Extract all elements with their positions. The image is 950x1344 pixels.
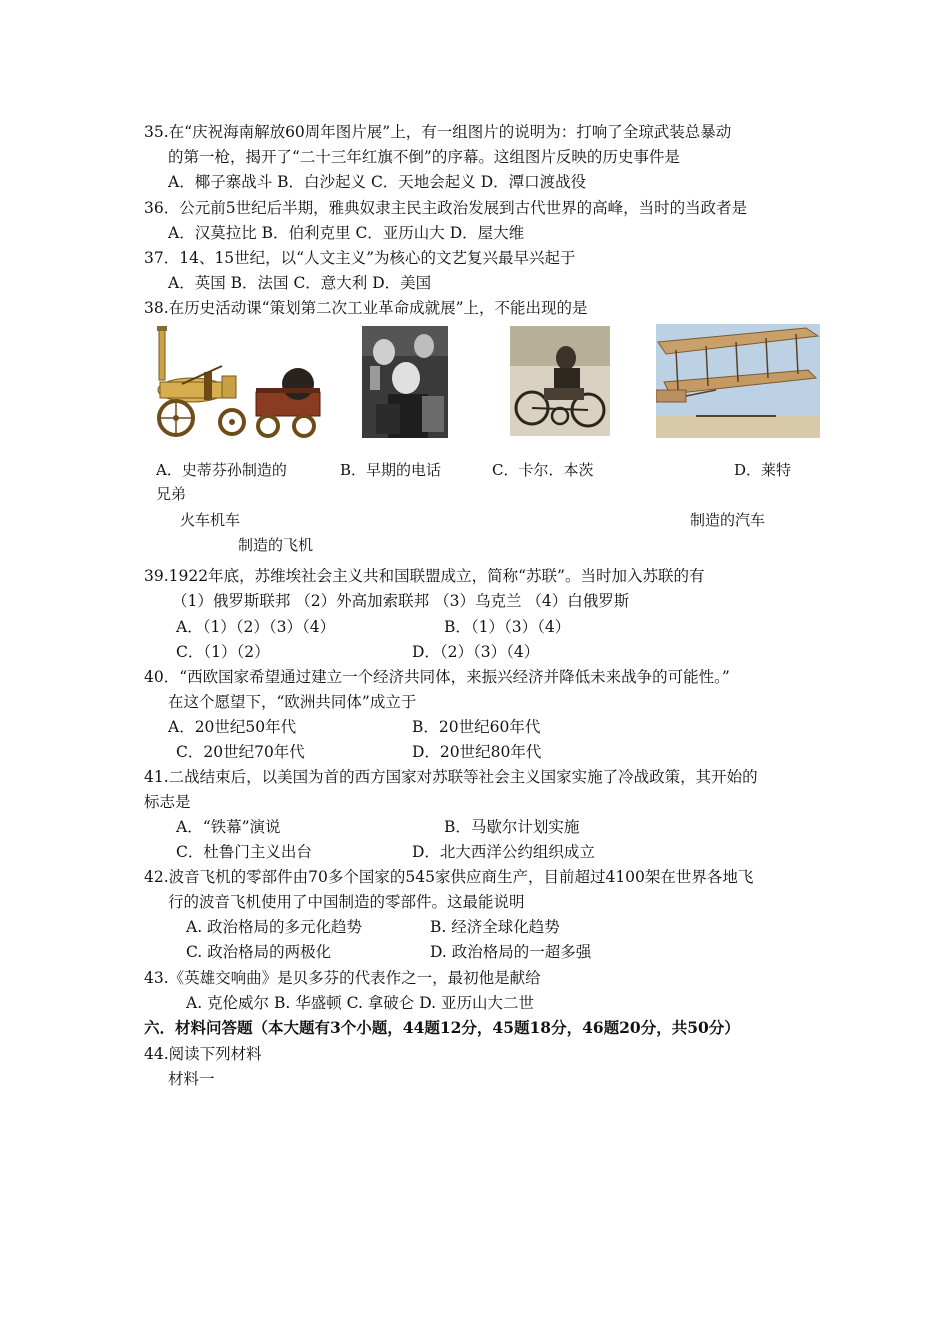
benz-car-image [510,326,610,436]
locomotive-image [152,326,324,438]
q41-option-c: C．杜鲁门主义出台 [176,843,312,861]
section-six-heading: 六．材料问答题（本大题有3个小题，44题12分，45题18分，46题20分，共50分） [144,1018,740,1037]
q37-stem: 37．14、15世纪，以“人文主义”为核心的文艺复兴最早兴起于 [144,249,576,267]
q38-caption-d-line2: 兄弟 [156,485,187,503]
q38-caption-b: B．早期的电话 [340,461,442,479]
q36-options: A．汉莫拉比 B．伯利克里 C．亚历山大 D．屋大维 [168,224,525,242]
q40-stem-line2: 在这个愿望下，“欧洲共同体”成立于 [168,693,417,711]
q38-caption-d-line1: D．莱特 [734,461,792,479]
q37-options: A．英国 B．法国 C．意大利 D．美国 [168,274,432,292]
q42-option-d: D. 政治格局的一超多强 [430,943,592,961]
q43-stem: 43.《英雄交响曲》是贝多芬的代表作之一，最初他是献给 [144,969,541,987]
q41-option-a: A．“铁幕”演说 [176,818,281,836]
q39-stem: 39.1922年底，苏维埃社会主义共和国联盟成立，简称“苏联”。当时加入苏联的有 [144,567,705,585]
q38-caption-c-line2: 制造的汽车 [690,511,766,529]
q39-option-d: D．（2）（3）（4） [412,643,540,661]
q35-stem-line1: 35.在“庆祝海南解放60周年图片展”上，有一组图片的说明为：打响了全琼武装总暴动 [144,123,732,141]
q39-option-a: A．（1）（2）（3）（4） [176,618,336,636]
q40-option-d: D．20世纪80年代 [412,743,542,761]
q38-caption-c-line1: C．卡尔．本茨 [492,461,594,479]
q42-stem-line2: 行的波音飞机使用了中国制造的零部件。这最能说明 [168,893,525,911]
wright-airplane-image [656,324,820,438]
q38-caption-a-line2: 火车机车 [180,511,241,529]
q41-option-b: B．马歇尔计划实施 [444,818,580,836]
q44-material-one: 材料一 [168,1070,215,1088]
q43-options: A. 克伦威尔 B. 华盛顿 C. 拿破仑 D. 亚历山大二世 [186,994,534,1012]
q40-option-c: C．20世纪70年代 [176,743,305,761]
q42-option-c: C. 政治格局的两极化 [186,943,332,961]
q35-stem-line2: 的第一枪，揭开了“二十三年红旗不倒”的序幕。这组图片反映的历史事件是 [168,148,680,166]
q40-option-a: A．20世纪50年代 [168,718,297,736]
q35-options: A．椰子寨战斗 B．白沙起义 C．天地会起义 D．潭口渡战役 [168,173,587,191]
q39-items: （1）俄罗斯联邦 （2）外高加索联邦 （3）乌克兰 （4）白俄罗斯 [172,592,630,610]
q41-stem-line2: 标志是 [144,793,191,811]
q42-option-a: A. 政治格局的多元化趋势 [186,918,363,936]
q40-option-b: B．20世纪60年代 [412,718,541,736]
q38-caption-d-line3: 制造的飞机 [238,536,314,554]
q39-option-c: C．（1）（2） [176,643,270,661]
q36-stem: 36．公元前5世纪后半期，雅典奴隶主民主政治发展到古代世界的高峰，当时的当政者是 [144,199,748,217]
q41-stem-line1: 41.二战结束后，以美国为首的西方国家对苏联等社会主义国家实施了冷战政策，其开始的 [144,768,758,786]
q39-option-b: B．（1）（3）（4） [444,618,571,636]
q44-stem: 44.阅读下列材料 [144,1045,262,1063]
q38-caption-a-line1: A．史蒂芬孙制造的 [156,461,287,479]
q40-stem-line1: 40．“西欧国家希望通过建立一个经济共同体，来振兴经济并降低未来战争的可能性。” [144,668,730,686]
q42-option-b: B. 经济全球化趋势 [430,918,560,936]
q42-stem-line1: 42.波音飞机的零部件由70多个国家的545家供应商生产，目前超过4100架在世界各地飞 [144,868,754,886]
q38-stem: 38.在历史活动课“策划第二次工业革命成就展”上，不能出现的是 [144,299,588,317]
q41-option-d: D．北大西洋公约组织成立 [412,843,595,861]
early-telephone-image [362,326,448,438]
